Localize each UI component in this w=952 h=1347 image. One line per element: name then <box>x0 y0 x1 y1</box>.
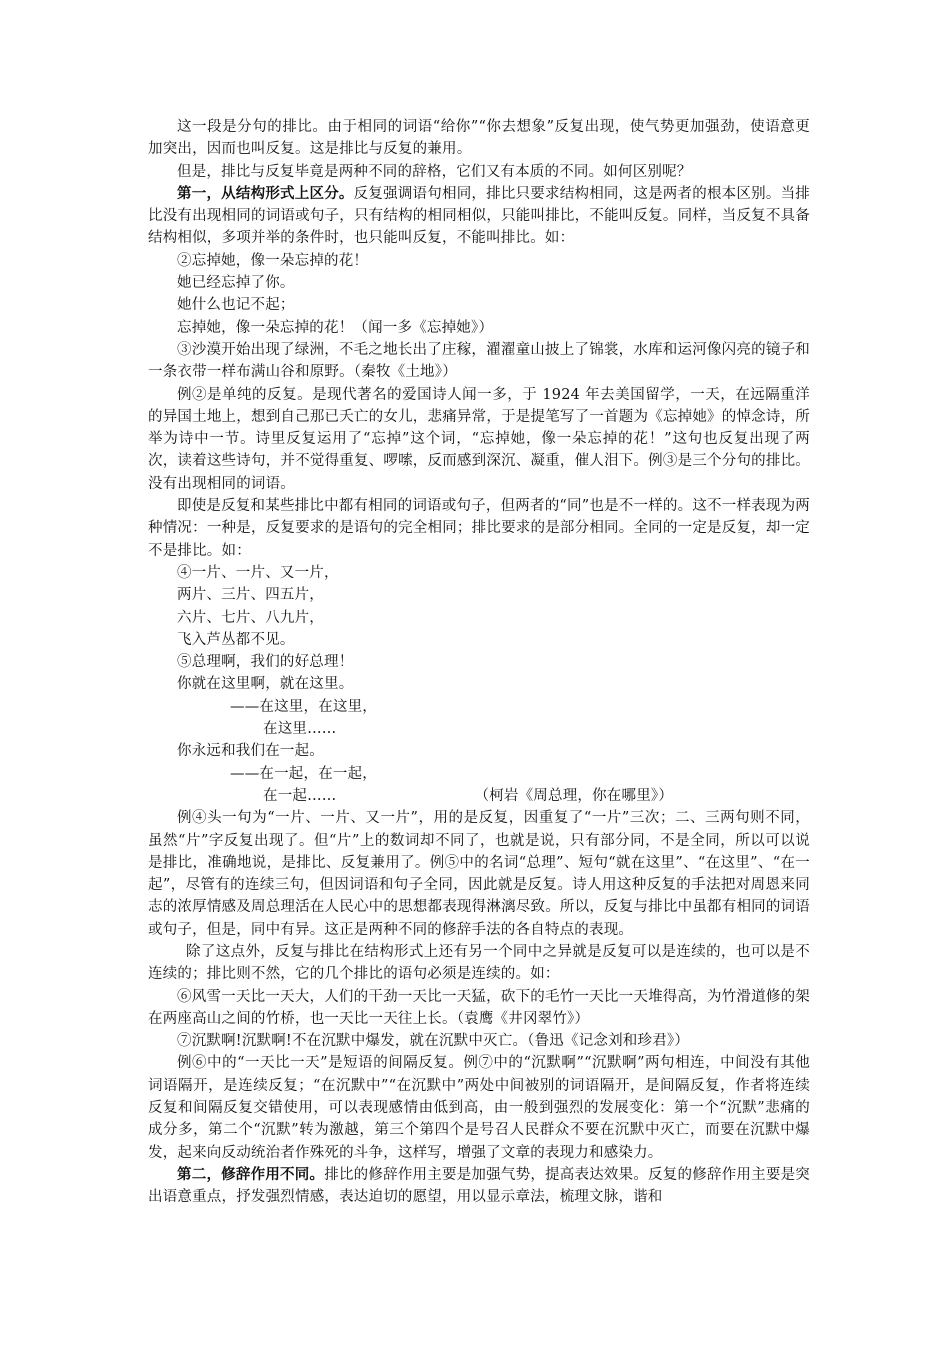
poem-line: ——在一起，在一起， <box>230 765 377 782</box>
example-paragraph: ⑦沉默啊!沉默啊!不在沉默中爆发，就在沉默中灭亡。（鲁迅《记念刘和珍君》） <box>177 1033 690 1050</box>
paragraph-text: 排比的修辞作用主要是加强气势，提高表达效果。反复的修辞作用主要是突出语意重点，抒发强烈情感，表达迫切的愿望，用以显示章法，梳理文脉，谐和 <box>148 1166 810 1206</box>
paragraph <box>148 183 810 250</box>
poem-line <box>148 785 810 807</box>
poem-line: ②忘掉她，像一朵忘掉的花！ <box>177 252 369 269</box>
poem-line: 她什么也记不起； <box>177 297 295 314</box>
paragraph: 但是，排比与反复毕竟是两种不同的辞格，它们又有本质的不同。如何区别呢？ <box>177 163 692 180</box>
paragraph: 例②是单纯的反复。是现代著名的爱国诗人闻一多，于 1924 年去美国留学，一天，在远隔重洋的异国土地上，想到自己那已夭亡的女儿，悲痛异常，于是提笔写了一首题为《忘掉她》的悼念诗，所举为诗中一节。诗里反复运用了“忘掉”这个词，“忘掉她，像一朵忘掉的花！”这句也反复出现了两次，读着这些诗句，并不觉得重复、啰嗦，反而感到深沉、凝重，催人泪下。例③是三个分句的排比。没有出现相同的词语。 <box>148 386 810 492</box>
paragraph-text: 反复强调语句相同，排比只要求结构相同，这是两者的根本区别。当排比没有出现相同的词语或句子，只有结构的相同相似，只能叫排比，不能叫反复。同样，当反复不具备结构相似，多项并举的条件时，也只能叫反复，不能叫排比。如： <box>148 185 810 247</box>
paragraph: 例④头一句为“一片、一片、又一片”，用的是反复，因重复了“一片”三次；二、三两句则不同，虽然“片”字反复出现了。但“片”上的数词却不同了，也就是说，只有部分同，不是全同，所以可以说是排比，准确地说，是排比、反复兼用了。例⑤中的名词“总理”、短句“就在这里”、“在这里”、“在一起”，尽管有的连续三句，但因词语和句子全同，因此就是反复。诗人用这种反复的手法把对周恩来同志的浓厚情感及周总理活在人民心中的思想都表现得淋漓尽致。所以，反复与排比中虽都有相同的词语或句子，但是，同中有异。这正是两种不同的修辞手法的各自特点的表现。 <box>148 810 810 938</box>
poem-line-text: 在一起…… <box>263 787 337 804</box>
poem-line: 飞入芦丛都不见。 <box>177 631 295 648</box>
paragraph: 这一段是分句的排比。由于相同的词语“给你”“你去想象”反复出现，使气势更加强劲，使语意更加突出，因而也叫反复。这是排比与反复的兼用。 <box>148 119 810 158</box>
poem-line: 在这里…… <box>263 721 337 738</box>
paragraph <box>148 1164 810 1209</box>
section-heading-function: 第二，修辞作用不同。 <box>177 1165 325 1183</box>
paragraph: 例⑥中的“一天比一天”是短语的间隔反复。例⑦中的“沉默啊”“沉默啊”两句相连，中间没有其他词语隔开，是连续反复；“在沉默中”“在沉默中”两处中间被别的词语隔开，是间隔反复，作者将连续反复和间隔反复交错使用，可以表现感情由低到高，由一般到强烈的发展变化：第一个“沉默”悲痛的成分多，第二个“沉默”转为激越，第三个第四个是号召人民群众不要在沉默中灭亡，而要在沉默中爆发，起来向反动统治者作殊死的斗争，这样写，增强了文章的表现力和感染力。 <box>148 1055 810 1161</box>
example-paragraph: ③沙漠开始出现了绿洲，不毛之地长出了庄稼，濯濯童山披上了锦裳，水库和运河像闪亮的镜子和一条衣带一样布满山谷和原野。（秦牧《土地》） <box>148 341 810 381</box>
section-heading-structure: 第一，从结构形式上区分。 <box>177 184 354 202</box>
poem-line: ④一片、一片、又一片， <box>177 564 339 581</box>
poem-line: ⑤总理啊，我们的好总理！ <box>177 654 354 671</box>
paragraph: 除了这点外，反复与排比在结构形式上还有另一个同中之异就是反复可以是连续的，也可以是不连续的；排比则不然，它的几个排比的语句必须是连续的。如： <box>148 943 810 983</box>
poem-line: 两片、三片、四五片， <box>177 587 324 604</box>
paragraph: 即使是反复和某些排比中都有相同的词语或句子，但两者的“同”也是不一样的。这不一样表现为两种情况：一种是，反复要求的是语句的完全相同；排比要求的是部分相同。全同的一定是反复，却一定不是排比。如： <box>148 498 810 559</box>
poem-source: （柯岩《周总理，你在哪里》） <box>474 787 674 804</box>
poem-line: 你永远和我们在一起。 <box>177 743 324 760</box>
poem-line: 你就在这里啊，就在这里。 <box>177 676 354 693</box>
example-paragraph: ⑥风雪一天比一天大，人们的干劲一天比一天猛，砍下的毛竹一天比一天堆得高，为竹滑道修的架在两座高山之间的竹桥，也一天比一天往上长。（袁鹰《井冈翠竹》） <box>148 988 810 1027</box>
poem-line: 忘掉她，像一朵忘掉的花！（闻一多《忘掉她》） <box>177 319 494 336</box>
poem-line: 六片、七片、八九片， <box>177 609 324 626</box>
article-body <box>148 116 810 1209</box>
poem-line: 她已经忘掉了你。 <box>177 275 295 292</box>
poem-line: ——在这里，在这里， <box>230 698 377 715</box>
